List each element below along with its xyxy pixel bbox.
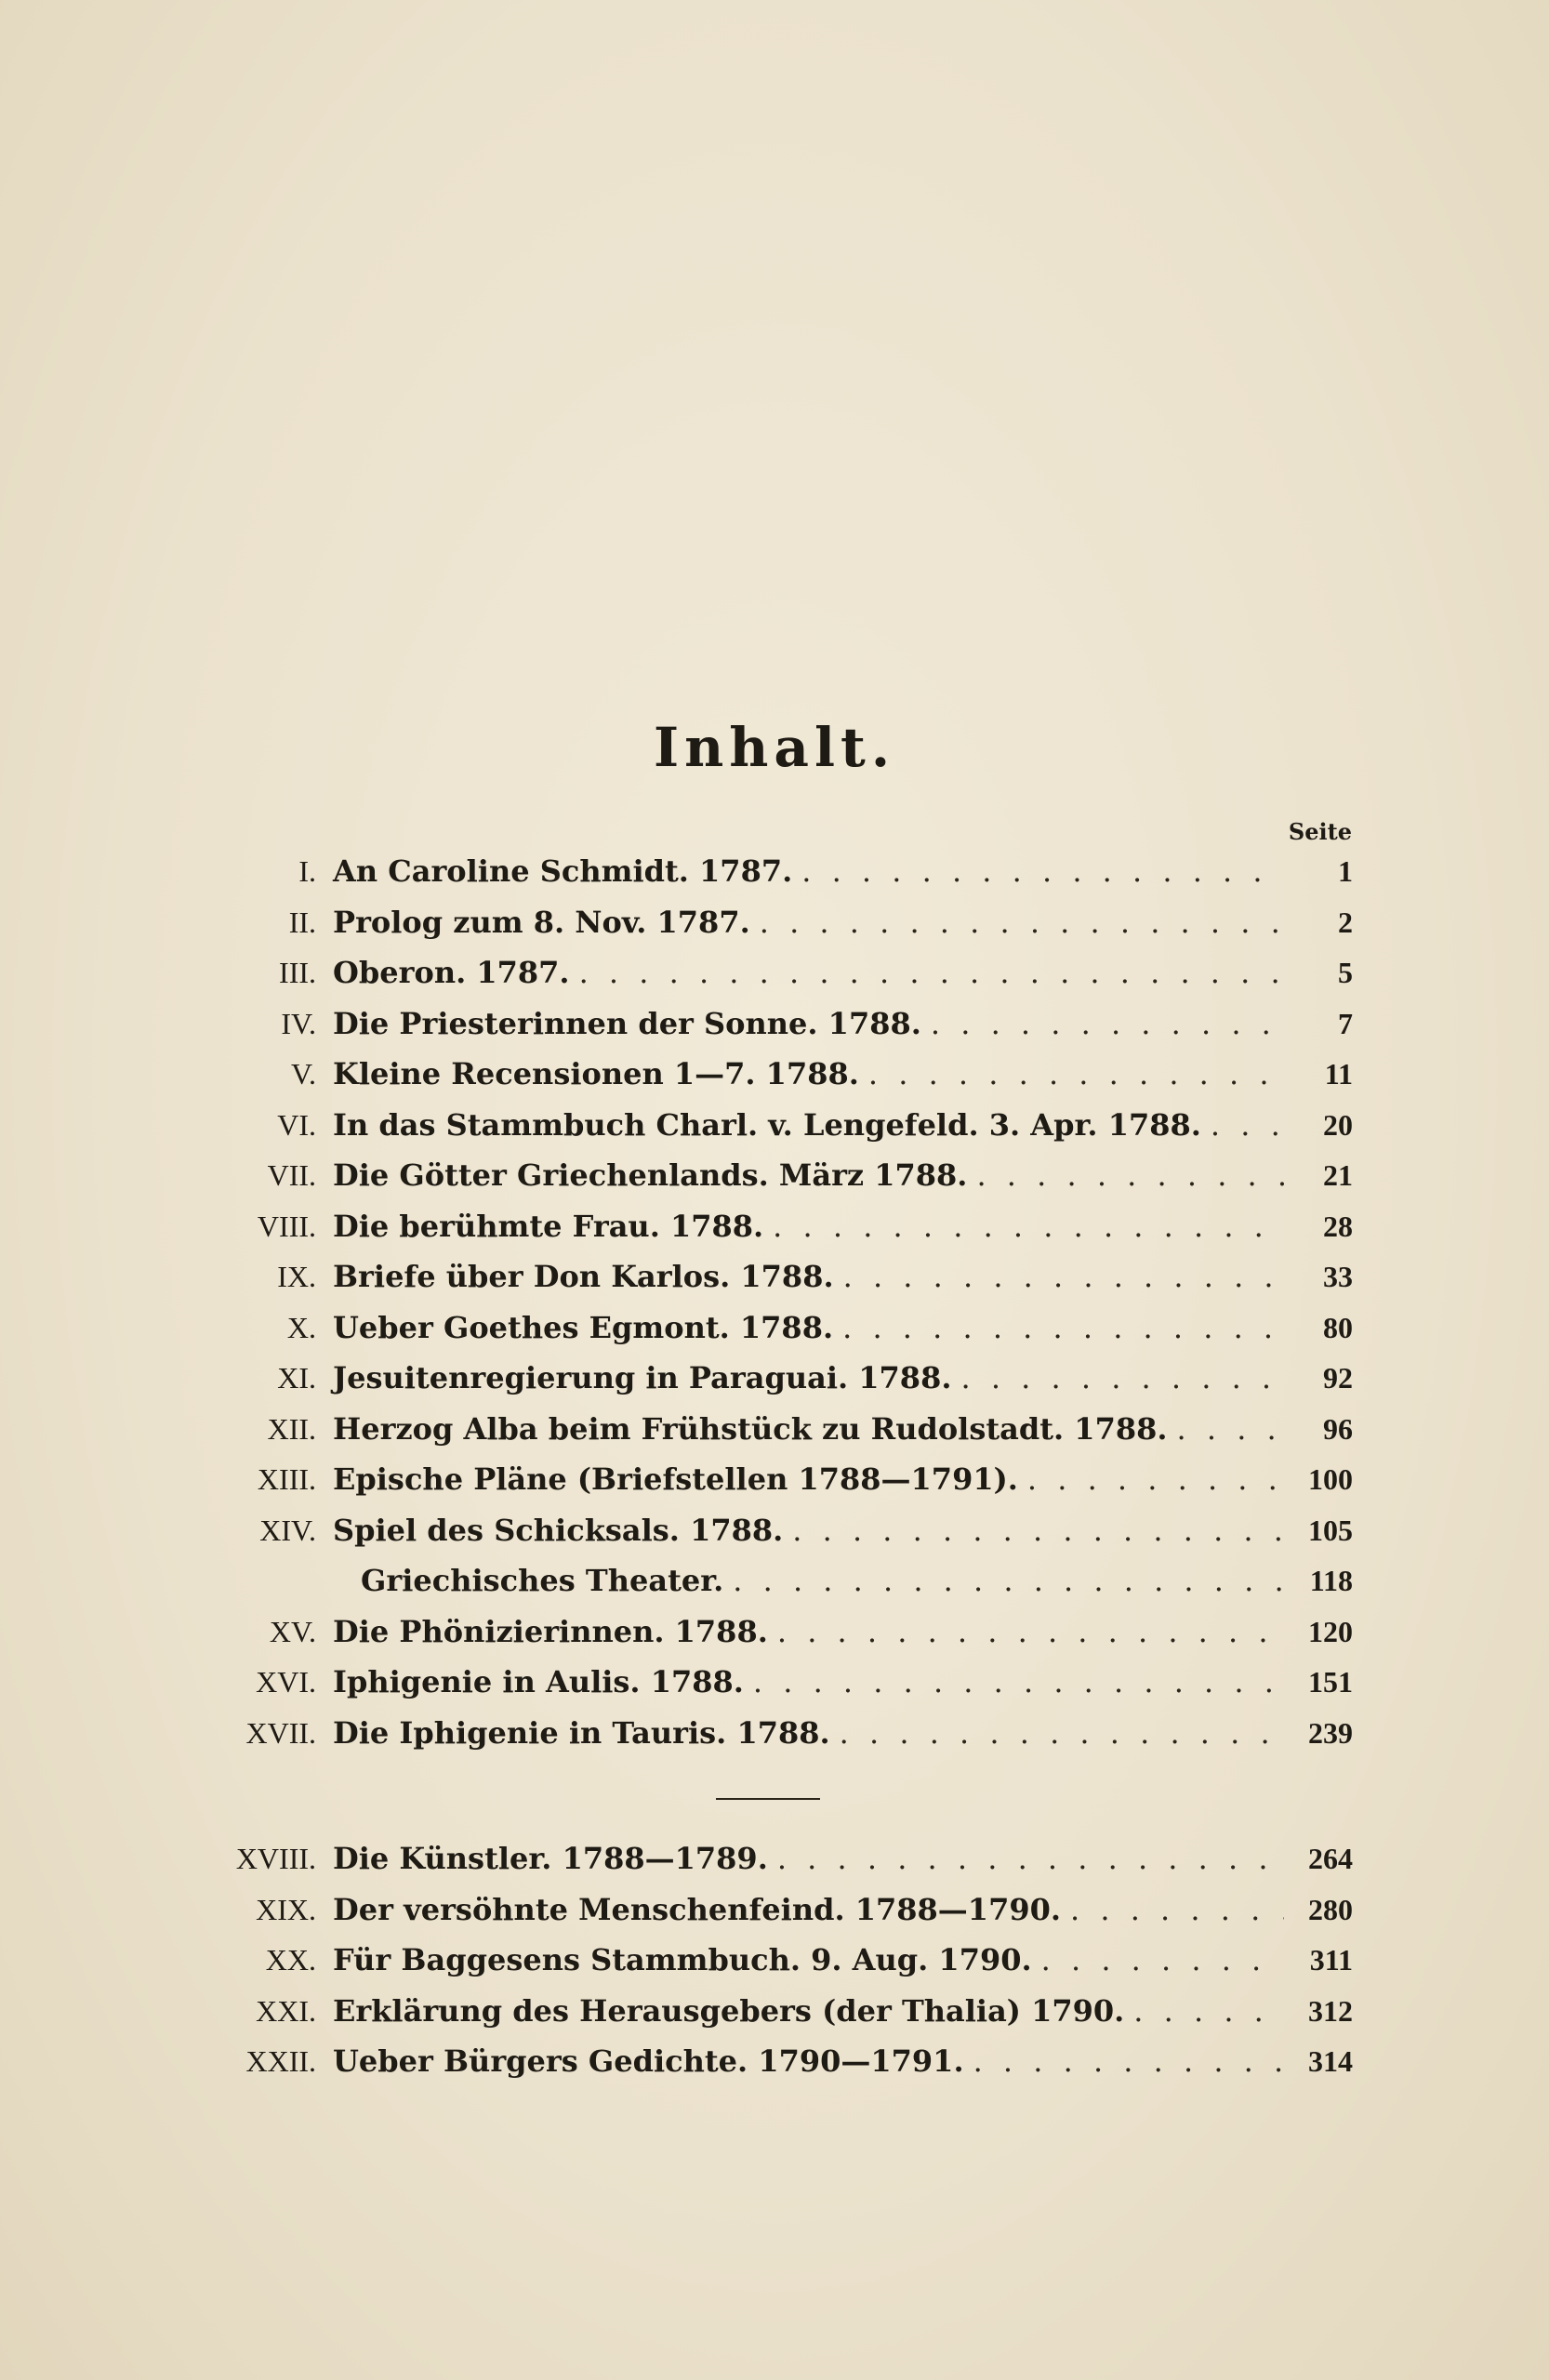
toc-entry-number: IV. bbox=[281, 1006, 316, 1040]
toc-entry-page: 5 bbox=[1338, 956, 1353, 989]
toc-entry-page: 33 bbox=[1323, 1260, 1353, 1293]
toc-entry-page: 28 bbox=[1323, 1209, 1353, 1243]
toc-entry-page: 120 bbox=[1308, 1614, 1353, 1648]
toc-entry bbox=[186, 1886, 1353, 1933]
toc-entry bbox=[186, 1102, 1353, 1148]
toc-entry-title: Erklärung des Herausgebers (der Thalia) 1790. bbox=[333, 1992, 1125, 2029]
toc-entry-page: 96 bbox=[1323, 1411, 1353, 1446]
toc-entry-number: XV. bbox=[269, 1614, 316, 1648]
toc-entry-title: Die Priesterinnen der Sonne. 1788. bbox=[333, 1005, 921, 1041]
leader-dots bbox=[733, 1557, 1284, 1604]
leader-dots bbox=[840, 1710, 1284, 1756]
toc-entry bbox=[186, 1608, 1353, 1655]
toc-entry-number: VI. bbox=[277, 1107, 316, 1142]
leader-dots bbox=[976, 1152, 1284, 1198]
toc-entry-title: Briefe über Don Karlos. 1788. bbox=[333, 1259, 834, 1294]
leader-dots bbox=[1070, 1886, 1284, 1933]
toc-entry bbox=[186, 1937, 1353, 1983]
toc-entry-title: Iphigenie in Aulis. 1788. bbox=[333, 1664, 744, 1699]
toc-entry-title: Herzog Alba beim Frühstück zu Rudolstadt. 1788. bbox=[333, 1410, 1168, 1447]
leader-dots bbox=[1211, 1102, 1284, 1148]
toc-entry-number: XIII. bbox=[257, 1462, 316, 1496]
toc-entry-number: XX. bbox=[265, 1943, 316, 1977]
toc-entry-number: V. bbox=[291, 1057, 316, 1091]
toc-entry bbox=[186, 1507, 1353, 1554]
toc-entry-title: Die Iphigenie in Tauris. 1788. bbox=[333, 1714, 830, 1751]
leader-dots bbox=[579, 949, 1284, 996]
toc-entry bbox=[186, 1355, 1353, 1401]
leader-dots bbox=[792, 1507, 1284, 1554]
leader-dots bbox=[753, 1659, 1284, 1705]
toc-entry-title: Die Künstler. 1788—1789. bbox=[333, 1841, 768, 1876]
toc-entry-page: 118 bbox=[1309, 1564, 1353, 1597]
toc-entry bbox=[186, 1253, 1353, 1300]
toc-entry-title: Oberon. 1787. bbox=[333, 955, 570, 990]
leader-dots bbox=[973, 2038, 1284, 2084]
toc-entry-page: 92 bbox=[1323, 1361, 1353, 1395]
toc-entry-title: Die Götter Griechenlands. März 1788. bbox=[333, 1157, 968, 1193]
toc-entry-page: 312 bbox=[1308, 1993, 1353, 2028]
toc-entry-number: XXI. bbox=[256, 1993, 316, 2028]
leader-dots bbox=[1177, 1406, 1285, 1452]
toc-entry-page: 151 bbox=[1308, 1665, 1353, 1699]
toc-entry-title: Griechisches Theater. bbox=[361, 1563, 724, 1598]
leader-dots bbox=[960, 1355, 1284, 1401]
toc-entry-title: Für Baggesens Stammbuch. 9. Aug. 1790. bbox=[333, 1942, 1032, 1977]
leader-dots bbox=[843, 1253, 1284, 1300]
toc-entry-title: Ueber Goethes Egmont. 1788. bbox=[333, 1309, 834, 1345]
toc-entry-page: 80 bbox=[1323, 1310, 1353, 1344]
toc-entry-title: Die Phönizierinnen. 1788. bbox=[333, 1613, 768, 1649]
toc-entry-number: VIII. bbox=[257, 1209, 316, 1243]
toc-entry bbox=[186, 1710, 1353, 1756]
toc-entry-page: 105 bbox=[1308, 1513, 1353, 1547]
toc-entry-number: XVIII. bbox=[235, 1842, 316, 1875]
toc-entry-number: XI. bbox=[277, 1361, 316, 1395]
toc-entry bbox=[186, 2038, 1353, 2084]
toc-entry-number: XIV. bbox=[259, 1513, 316, 1547]
toc-entry-number: XIX. bbox=[256, 1892, 316, 1926]
toc-entry bbox=[186, 899, 1353, 945]
toc-entry-number: VII. bbox=[267, 1158, 316, 1192]
toc-entry bbox=[186, 1456, 1353, 1502]
toc-entry-title: Die berühmte Frau. 1788. bbox=[333, 1208, 764, 1244]
page-column-label: Seite bbox=[1288, 818, 1352, 845]
toc-entry-page: 314 bbox=[1308, 2044, 1353, 2078]
toc-entry-title: Epische Pläne (Briefstellen 1788—1791). bbox=[333, 1461, 1018, 1497]
toc-entry-number: XXII. bbox=[245, 2044, 316, 2078]
toc-entry-page: 20 bbox=[1323, 1107, 1353, 1142]
leader-dots bbox=[1041, 1937, 1284, 1983]
leader-dots bbox=[842, 1304, 1284, 1351]
toc-entry bbox=[186, 1835, 1353, 1882]
toc-entry-number: III. bbox=[279, 956, 316, 989]
leader-dots bbox=[868, 1051, 1284, 1097]
toc-entry-page: 100 bbox=[1308, 1462, 1353, 1496]
toc-entry-page: 11 bbox=[1324, 1057, 1353, 1091]
toc-entry-page: 280 bbox=[1308, 1892, 1353, 1926]
leader-dots bbox=[773, 1203, 1284, 1250]
toc-entry-title: Der versöhnte Menschenfeind. 1788—1790. bbox=[333, 1891, 1061, 1927]
toc-entry-number: IX. bbox=[277, 1260, 316, 1293]
toc-entry bbox=[186, 1203, 1353, 1250]
toc-entry-title: Prolog zum 8. Nov. 1787. bbox=[333, 904, 750, 940]
leader-dots bbox=[777, 1608, 1284, 1655]
toc-entry bbox=[186, 1152, 1353, 1198]
toc-entry-title: Spiel des Schicksals. 1788. bbox=[333, 1512, 784, 1548]
page-title: Inhalt. bbox=[653, 716, 896, 779]
toc-entry-page: 2 bbox=[1338, 905, 1353, 939]
toc-entry bbox=[186, 1051, 1353, 1097]
toc-entry bbox=[186, 1988, 1353, 2034]
toc-entry-number: XVI. bbox=[256, 1665, 316, 1699]
toc-entry-title: In das Stammbuch Charl. v. Lengefeld. 3. Apr. 1788. bbox=[333, 1106, 1201, 1143]
toc-entry bbox=[186, 949, 1353, 996]
toc-entry-page: 1 bbox=[1338, 854, 1353, 888]
separator-rule bbox=[716, 1798, 820, 1800]
leader-dots bbox=[777, 1835, 1284, 1882]
toc-entry-page: 264 bbox=[1308, 1842, 1353, 1875]
toc-entry-number: XII. bbox=[267, 1411, 316, 1446]
leader-dots bbox=[801, 848, 1284, 894]
toc-entry bbox=[186, 1000, 1353, 1047]
toc-entry bbox=[186, 1557, 1353, 1604]
toc-entry-title: Kleine Recensionen 1—7. 1788. bbox=[333, 1056, 859, 1091]
toc-entry bbox=[186, 1659, 1353, 1705]
leader-dots bbox=[1133, 1988, 1284, 2034]
leader-dots bbox=[1027, 1456, 1284, 1502]
leader-dots bbox=[931, 1000, 1284, 1047]
toc-entry-page: 7 bbox=[1338, 1006, 1353, 1040]
toc-entry-page: 21 bbox=[1323, 1158, 1353, 1192]
toc-entry-number: II. bbox=[288, 905, 316, 939]
toc-entry bbox=[186, 1304, 1353, 1351]
toc-entry-page: 239 bbox=[1308, 1715, 1353, 1750]
toc-entry bbox=[186, 1406, 1353, 1452]
toc-entry bbox=[186, 848, 1353, 894]
toc-entry-title: Jesuitenregierung in Paraguai. 1788. bbox=[333, 1360, 952, 1395]
toc-entry-number: I. bbox=[298, 854, 316, 888]
toc-entry-title: An Caroline Schmidt. 1787. bbox=[333, 853, 793, 889]
toc-entry-number: X. bbox=[286, 1310, 316, 1344]
leader-dots bbox=[760, 899, 1284, 945]
toc-entry-title: Ueber Bürgers Gedichte. 1790—1791. bbox=[333, 2043, 964, 2079]
toc-entry-page: 311 bbox=[1309, 1943, 1353, 1977]
toc-entry-number: XVII. bbox=[245, 1715, 316, 1750]
